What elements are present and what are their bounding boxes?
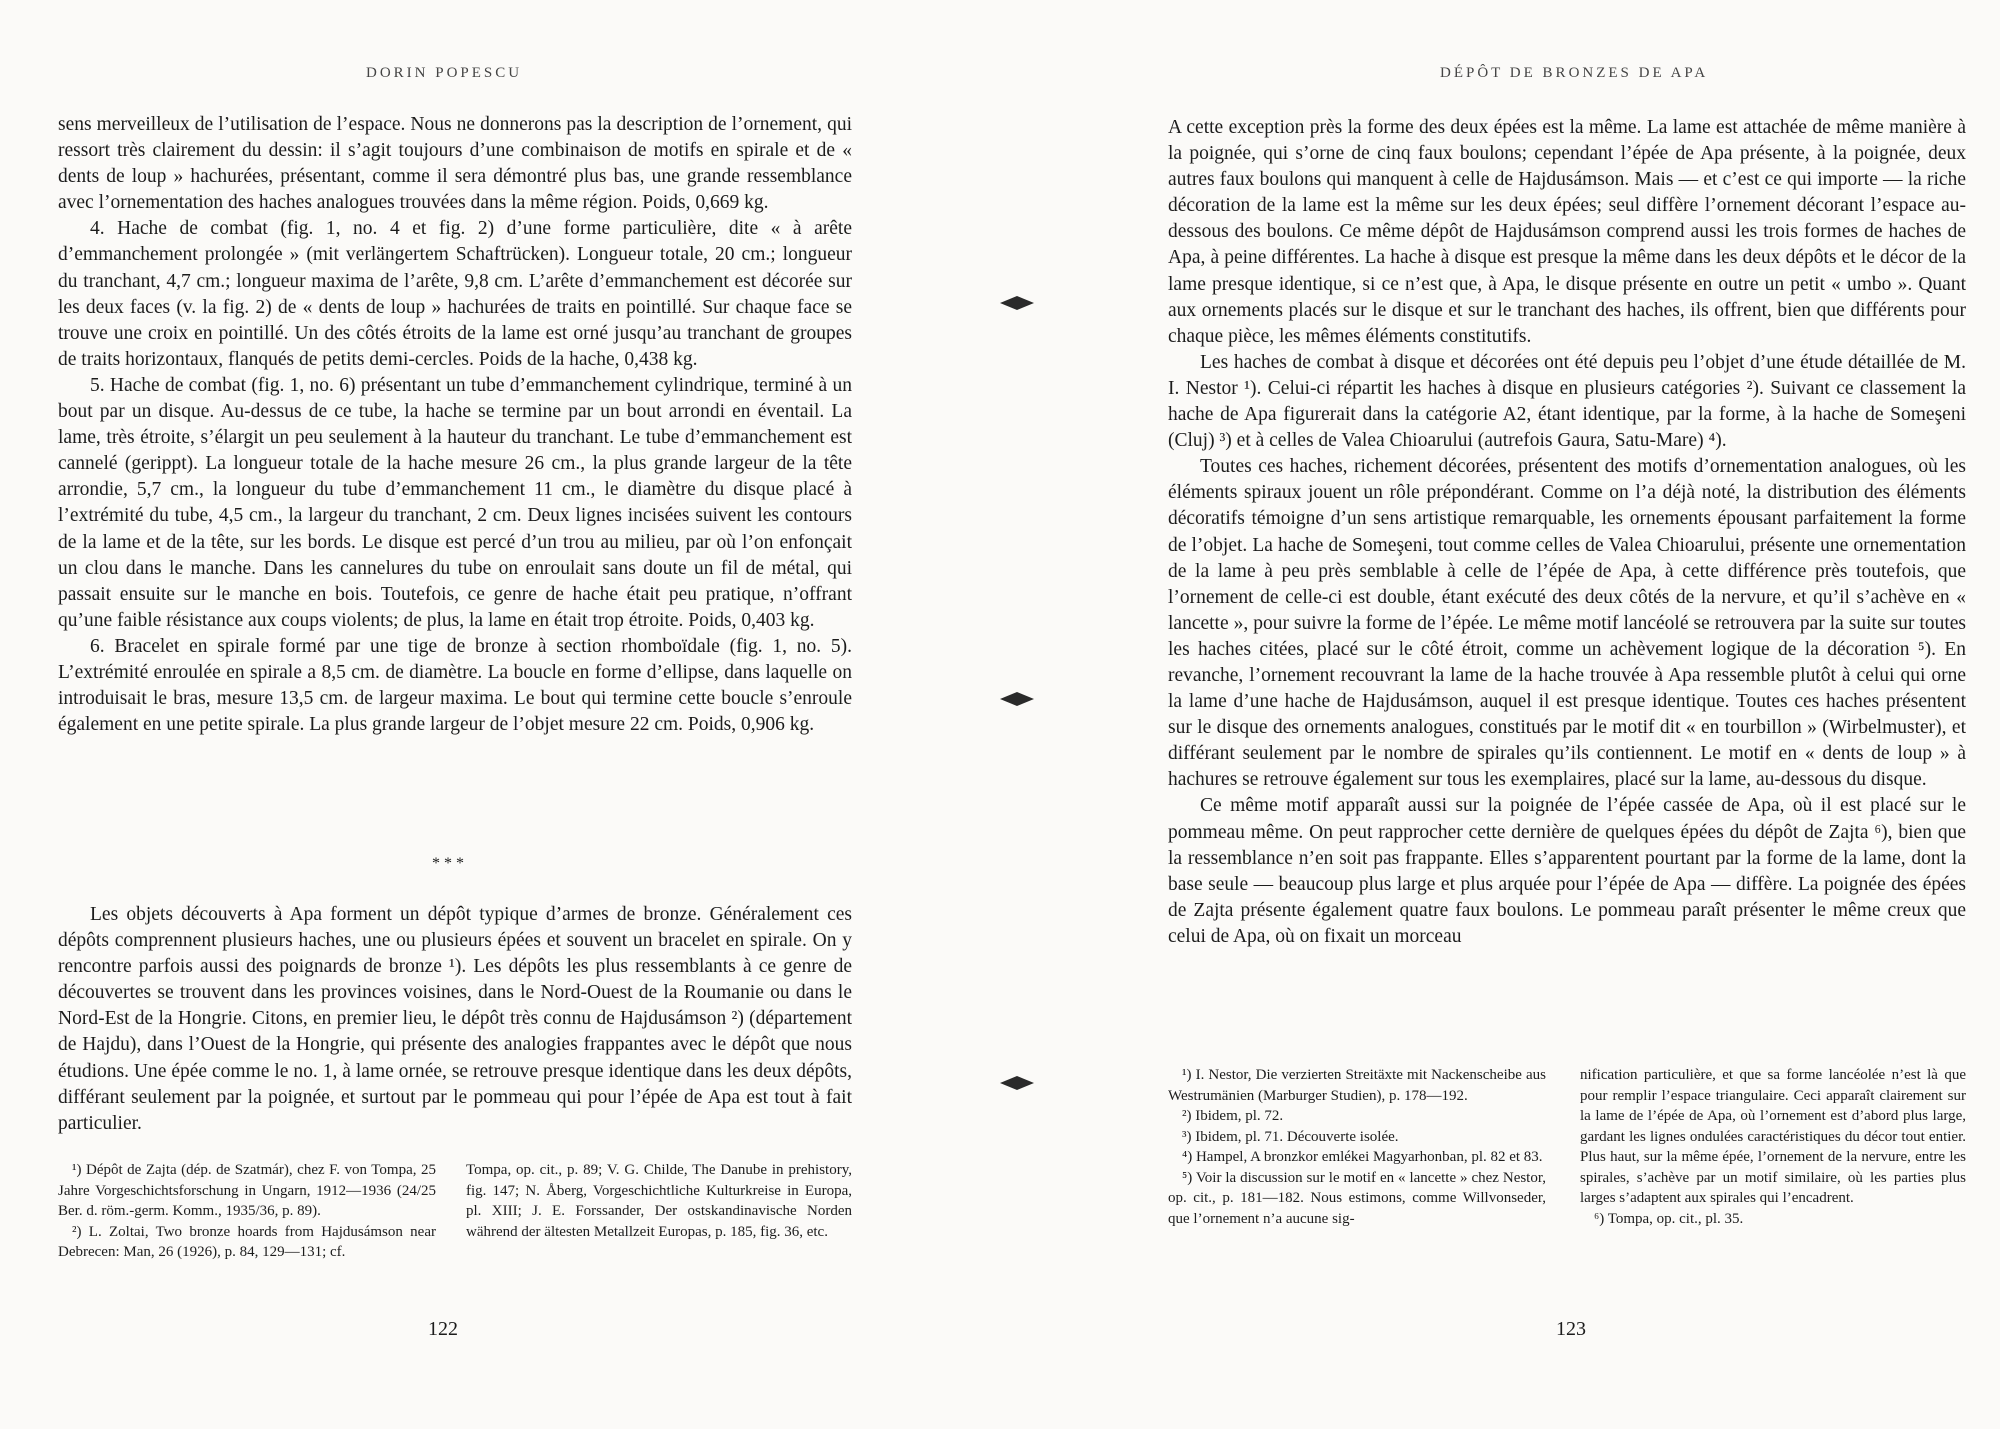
page-number-left: 122: [428, 1318, 458, 1340]
paragraph: 6. Bracelet en spirale formé par une tige de bronze à section rhomboïdale (fig. 1, no. 5). L’extrémité enroulée en spirale a 8,5 cm. de diamètre. La boucle en forme d’ellipse, dans laquelle on introduisait le bras, mesure 13,5 cm. de largeur maxima. Le bout qui termine cette boucle s’enroule également en une petite spirale. La plus grande largeur de l’objet mesure 22 cm. Poids, 0,906 kg.: [58, 635, 852, 736]
running-head-right: DÉPÔT DE BRONZES DE APA: [1440, 65, 1709, 81]
footnote: ³) Ibidem, pl. 71. Découverte isolée.: [1182, 1128, 1399, 1145]
paragraph: A cette exception près la forme des deux épées est la même. La lame est attachée de même manière à la poignée, qui s’orne de cinq faux boulons; cependant l’épée de Apa présente, à la poignée, deux autres faux boulons qui manquent à celle de Hajdusámson. Mais — et c’est ce qui importe — la riche décoration de la lame est la même sur les deux épées; seul diffère l’ornement décorant l’espace au-dessous des boulons. Ce même dépôt de Hajdusámson comprend aussi les trois formes de haches de Apa, à peine différentes. La hache à disque est presque la même dans les deux dépôts et le décor de la lame presque identique, si ce n’est que, à Apa, le disque présente en outre un petit « umbo ». Quant aux ornements placés sur le disque et sur le tranchant des haches, ils offrent, bien que différents pour chaque pièce, les mêmes éléments constitutifs.: [1168, 117, 1966, 347]
paragraph: 4. Hache de combat (fig. 1, no. 4 et fig. 2) d’une forme particulière, dite « à arête d’emmanchement prolongée » (mit verlängertem Schaftrücken). Longueur totale, 20 cm.; longueur du tranchant, 4,7 cm.; longueur maxima de l’arête, 9,8 cm. L’arête d’emmanchement est décorée sur les deux faces (v. la fig. 2) de « dents de loup » hachurées de traits en pointillé. Sur chaque face se trouve une croix en pointillé. Un des côtés étroits de la lame est orné jusqu’au tranchant de groupes de traits horizontaux, flanqués de petits demi-cercles. Poids de la hache, 0,438 kg.: [58, 218, 852, 370]
footnote-column: [58, 1160, 436, 1263]
footnote: ⁶) Tompa, op. cit., pl. 35.: [1594, 1210, 1744, 1227]
binding-arrow-icon: [1000, 1076, 1034, 1090]
paragraph: Ce même motif apparaît aussi sur la poignée de l’épée cassée de Apa, où il est placé sur le pommeau même. On peut rapprocher cette dernière de quelques épées du dépôt de Zajta ⁶), bien que la ressemblance n’en soit pas frappante. Elles s’apparentent pourtant par la forme de la lame, dont la base seule — beaucoup plus large et plus arquée pour l’épée de Apa — diffère. La poignée des épées de Zajta présente également quatre faux boulons. Le pommeau paraît présenter le même creux que celui de Apa, où on fixait un morceau: [1168, 795, 1966, 947]
paragraph: Toutes ces haches, richement décorées, présentent des motifs d’ornementation analogues, où les éléments spiraux jouent un rôle prépondérant. Comme on l’a déjà noté, la distribution des éléments décoratifs témoigne d’un sens artistique remarquable, les ornements épousant parfaitement la forme de l’objet. La hache de Someşeni, tout comme celles de Valea Chioarului, présente une ornementation de la lame à peu près semblable à celle de l’épée de Apa, à cette différence près toutefois, que l’ornement de celle-ci est double, étant exécuté des deux côtés de la nervure, et qu’il s’achève en « lancette », pour suivre la forme de l’épée. Le même motif lancéolé se retrouvera par la suite sur toutes les haches citées, placé sur le côté étroit, comme un achèvement logique de la décoration ⁵). En revanche, l’ornement recouvrant la lame de la hache trouvée à Apa ressemble plutôt à celui qui orne la lame d’une hache de Hajdusámson, auquel il est presque identique. Toutes ces haches présentent sur le disque des ornements analogues, constitués par le motif dit « en tourbillon » (Wirbelmuster), et différant seulement par le nombre de spirales qu’ils contiennent. Le motif en « dents de loup » à hachures se retrouve également sur tous les exemplaires, placé sur la lame, au-dessous du disque.: [1168, 456, 1966, 791]
footnote: ²) Ibidem, pl. 72.: [1182, 1108, 1284, 1124]
paragraph: Les haches de combat à disque et décorées ont été depuis peu l’objet d’une étude détaillée de M. I. Nestor ¹). Celui-ci répartit les haches à disque en plusieurs catégories ²). Suivant ce classement la hache de Apa figurerait dans la catégorie A2, étant identique, par la forme, à la hache de Someşeni (Cluj) ³) et à celles de Valea Chioarului (autrefois Gaura, Satu-Mare) ⁴).: [1168, 351, 1966, 452]
paragraph: sens merveilleux de l’utilisation de l’espace. Nous ne donnerons pas la description de l’ornement, qui ressort très clairement du dessin: il s’agit toujours d’une combinaison de motifs en spirale et de « dents de loup » hachurées, présentant, comme il sera démontré plus bas, une grande ressemblance avec l’ornementation des haches analogues trouvées dans la même région. Poids, 0,669 kg.: [58, 114, 852, 214]
footnote: ¹) Dépôt de Zajta (dép. de Szatmár), chez F. von Tompa, 25 Jahre Vorgeschichtsforschung in Ungarn, 1912—1936 (24/25 Ber. d. röm.-germ. Komm., 1935/36, p. 89).: [58, 1162, 436, 1219]
footnote: ⁴) Hampel, A bronzkor emlékei Magyarhonban, pl. 82 et 83.: [1182, 1149, 1543, 1165]
running-head-left: DORIN POPESCU: [366, 65, 523, 81]
right-footnotes: [1168, 1065, 1966, 1315]
right-main-text: [1168, 115, 1966, 950]
footnote: Tompa, op. cit., p. 89; V. G. Childe, The Danube in prehistory, fig. 147; N. Åberg, Vorgeschichtliche Kulturkreise in Europa, pl. XIII; J. E. Forssander, Der ostskandinavische Norden während der ältesten Metallzeit Europas, p. 185, fig. 36, etc.: [466, 1162, 852, 1240]
paragraph: 5. Hache de combat (fig. 1, no. 6) présentant un tube d’emmanchement cylindrique, terminé à un bout par un disque. Au-dessus de ce tube, la hache se termine par un bout arrondi en éventail. La lame, très étroite, s’élargit un peu seulement à la hauteur du tranchant. Le tube d’emmanchement est cannelé (gerippt). La longueur totale de la hache mesure 26 cm., la plus grande largeur de la tête arrondie, 5,7 cm., la longueur du tube d’emmanchement 11 cm., le diamètre du disque placé à l’extrémité du tube, 4,5 cm., la largeur du tranchant, 2 cm. Deux lignes incisées suivent les contours de la lame et de la tête, sur les bords. Le disque est percé d’un trou au milieu, par où l’on enfonçait un clou dans le manche. Dans les cannelures du tube on enroulait sans doute un fil de métal, qui passait ensuite sur le manche en bois. Toutefois, ce genre de hache était peu pratique, n’offrant qu’une faible résistance aux coups violents; de plus, la lame en était trop étroite. Poids, 0,403 kg.: [58, 374, 852, 631]
footnote: ⁵) Voir la discussion sur le motif en « lancette » chez Nestor, op. cit., p. 181—182. Nous estimons, comme Willvonseder, que l’ornement n’a aucune sig-: [1168, 1169, 1546, 1227]
footnote: ²) L. Zoltai, Two bronze hoards from Hajdusámson near Debrecen: Man, 26 (1926), p. 84, 129—131; cf.: [58, 1223, 436, 1260]
footnote-column: [466, 1160, 852, 1242]
page-number-right: 123: [1556, 1318, 1586, 1340]
section-separator: * * *: [432, 855, 464, 872]
left-second-section: [58, 902, 852, 1137]
footnote: nification particulière, et que sa forme lancéolée n’est là que pour remplir l’espace triangulaire. Ceci apparaît clairement sur la lame de l’épée de Apa, où l’ornement est d’abord plus large, gardant les lignes ondulées caractéristiques du décor tout entier. Plus haut, sur la même épée, l’ornement de la nervure, entre les spirales, s’achève par un motif similaire, où les parties plus larges s’adaptent aux spirales qui l’encadrent.: [1580, 1067, 1966, 1206]
footnote-column: [1580, 1065, 1966, 1229]
footnote: ¹) I. Nestor, Die verzierten Streitäxte mit Nackenscheibe aus Westrumänien (Marburger Studien), p. 178—192.: [1168, 1067, 1546, 1104]
right-page: [1000, 0, 2000, 1429]
binding-arrow-icon: [1000, 692, 1034, 706]
binding-arrow-icon: [1000, 296, 1034, 310]
left-main-text: [58, 112, 852, 738]
footnote-column: [1168, 1065, 1546, 1229]
paragraph: Les objets découverts à Apa forment un dépôt typique d’armes de bronze. Généralement ces dépôts comprennent plusieurs haches, une ou plusieurs épées et souvent un bracelet en spirale. On y rencontre parfois aussi des poignards de bronze ¹). Les dépôts les plus ressemblants à ce genre de découvertes se trouvent dans les provinces voisines, dans le Nord-Ouest de la Roumanie ou dans le Nord-Est de la Hongrie. Citons, en premier lieu, le dépôt très connu de Hajdusámson ²) (département de Hajdu), dans l’Ouest de la Hongrie, qui présente des analogies frappantes avec le dépôt que nous étudions. Une épée comme le no. 1, à lame ornée, se retrouve presque identique dans les deux dépôts, différant seulement par la poignée, et surtout par le pommeau qui pour l’épée de Apa est tout à fait particulier.: [58, 904, 852, 1134]
left-footnotes: [58, 1160, 852, 1280]
